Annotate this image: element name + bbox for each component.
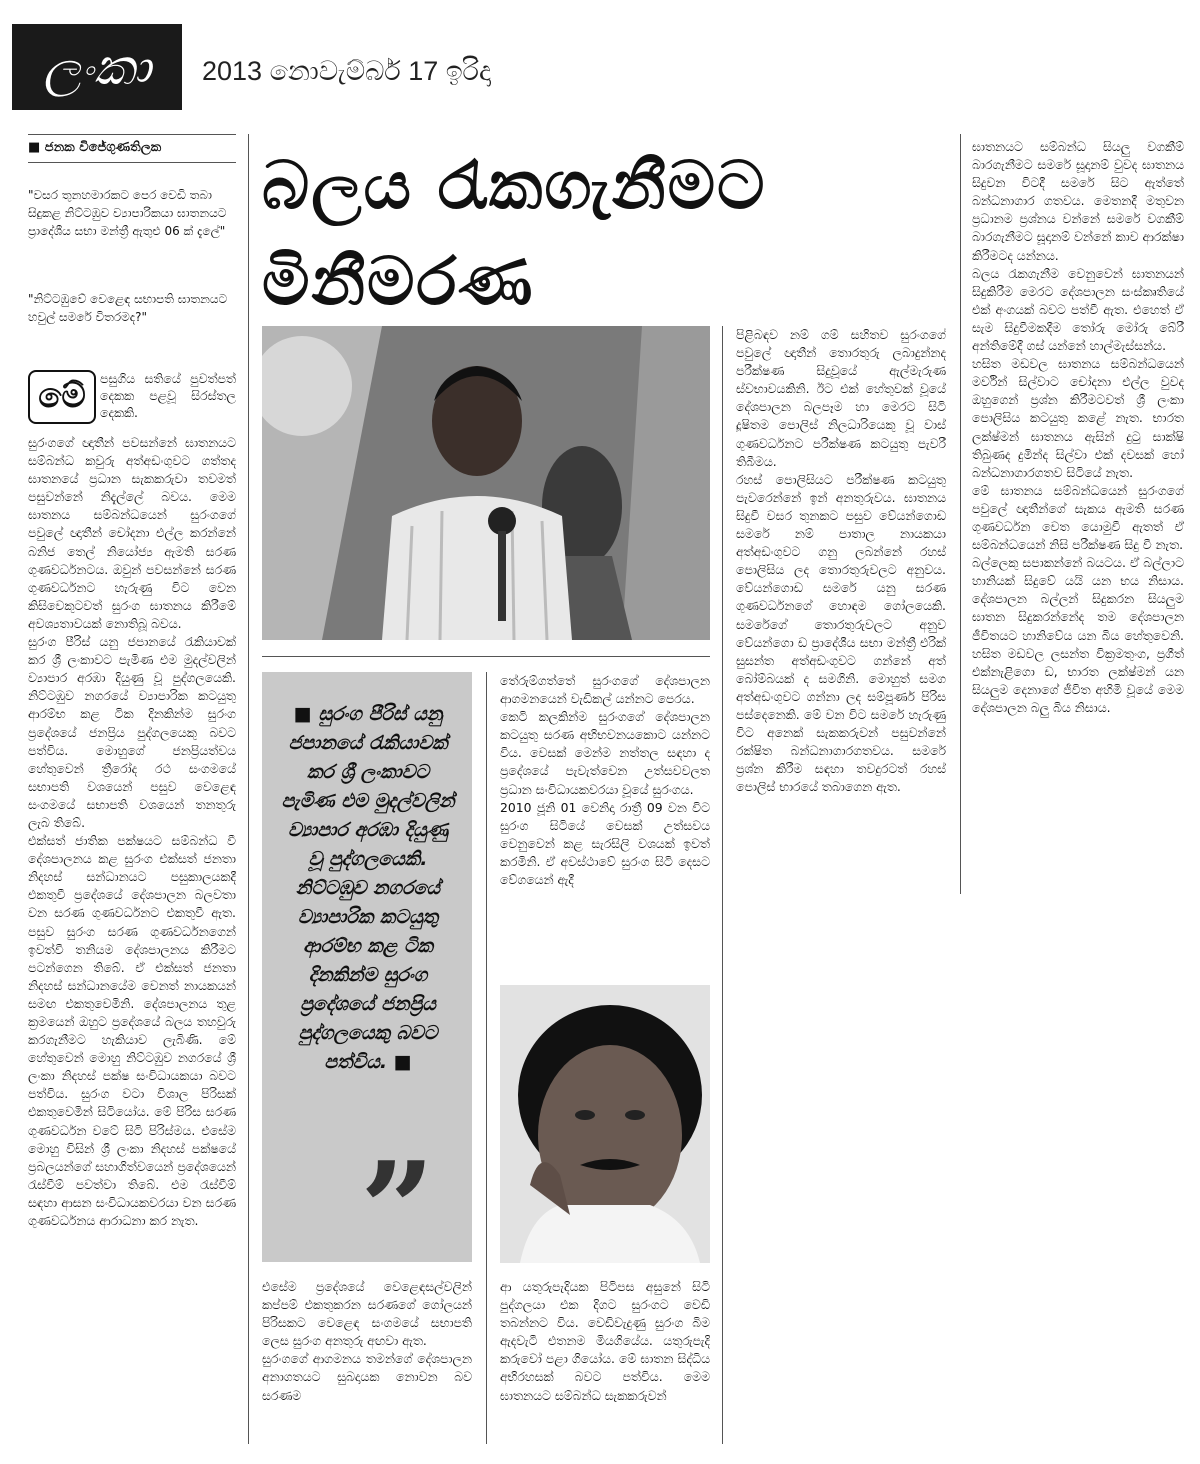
headline: බලය රැකගැනීමට මිනීමරණ <box>262 147 767 320</box>
divider <box>28 134 236 135</box>
lead-paragraph: පසුගිය සතියේ පුවත්පත් දෙකක පළවූ සිරස්තල දෙකකි. <box>100 371 236 420</box>
divider <box>28 162 236 163</box>
body-column-5: පිළිබඳව නම් ගම් සහිතව සුරංගගේ පවුලේ ඥාතීන් තොරතුරු ලබාදුන්නද පරීක්ෂණ සිදුවූයේ ඇල්මැරුණ ස්වභාවයකිනි. ඊට එක් හේතුවක් වූයේ දේශපාලන බලපෑම හා මෙරට සිටි දූෂිතම පොලිස් නිලධාරියෙකු වූ වාස් ගුණවර්ධනට පරීක්ෂණ කටයුතු පැවරී තිබීමය. රහස් පොලිසියට පරීක්ෂණ කටයුතු පැවරෙන්නේ ඉන් අනතුරුවය. ඝාතනය සිදුවී වසර තුනකට පසුව වේයන්ගොඩ සමරේ නම් පාතාල නායකයා අත්අඩංගුවට ගනු ලබන්නේ රහස් පොලිසිය ලද තොරතුරුවලට අනුවය. වේයන්ගොඩ සමරේ යනු සරණ ගුණවර්ධනගේ හොඳම ගෝලයෙකි. සමරේගේ තොරතුරුවලට අනුව වේයන්ගො ඩ ප්‍රාදේශීය සභා මන්ත්‍රී එරික් සුසන්ත අත්අඩංගුවට ගන්නේ අත් බෝම්බයක් ද සමගිනි. මොහුත් සමග අත්අඩංගුවට ගන්නා ලද සම්පූර්ණ පිරිස පස්දෙනෙකි. මේ වන විට සමරේ හැරුණු විට අනෙක් සැකකරුවන් පසුවන්නේ රක්ෂිත බන්ධනාගාරගතවය. සමරේ ප්‍රශ්න කිරීම සඳහා තවදුරටත් රහස් පොලිස් භාරයේ තබාගෙන ඇත. <box>736 327 946 795</box>
quote-headline-2: "නිට්ටඹුවේ වෙළෙඳ සභාපති ඝාතනයට හවුල් සමරේ විතරමද?" <box>28 292 228 324</box>
newspaper-logo: ලංකා <box>12 24 182 110</box>
drop-cap: මේ <box>28 370 96 424</box>
body-column-4: ආ යතුරුපැදියක පිටිපස අසුනේ සිටි පුද්ගලයා එක දිගට සුරංගට වෙඩි තබන්නට විය. වෙඩිවැදුණු සුරංග බිම ඇදවැටී එතනම මියගියේය. යතුරුපැදි කරුවෝ පළා ගියෝය. මේ ඝාතන සිද්ධිය අභිරහසක් බවට පත්විය. මෙම ඝාතනයට සම්බන්ධ සැකකරුවන් <box>500 1279 710 1403</box>
speaker-photo <box>262 326 710 640</box>
body-column-2: එසේම ප්‍රදේශයේ වෙළෙඳසල්වලින් කප්පම් එකතුකරන සරණගේ ගෝලයන් පිරිසකට වෙළෙඳ සංගමයේ සභාපති ලෙස සුරංග අනතුරු අඟවා ඇත. සුරංගගේ ආගමනය තමන්ගේ දේශපාලන අනාගතයට සුබදායක නොවන බව සරණම <box>262 1279 472 1403</box>
issue-date: 2013 නොවැම්බර් 17 ඉරිදා <box>202 56 491 86</box>
portrait-photo <box>500 985 710 1263</box>
quote-mark-icon: ” <box>360 1133 435 1286</box>
pull-quote: ■ සුරංග පීරිස් යනු ජපානයේ රැකියාවක් කර ශ්‍රී ලංකාවට පැමිණ එම මුදල්වලින් ව්‍යාපාර අරඹා දියුණු වූ පුද්ගලයෙකි. නිට්ටඹුව නගරයේ ව්‍යාපාරික කටයුතු ආරම්භ කළ ටික දිනකින්ම සුරංග ප්‍රදේශයේ ජනප්‍රිය පුද්ගලයෙකු බවට පත්විය. ■ <box>281 703 455 1073</box>
quote-headline-1: "වසර තුනහමාරකට පෙර වෙඩි තබා සිදුකළ නිට්ටඹුව ව්‍යාපාරිකයා ඝාතනයට ප්‍රාදේශීය සභා මන්ත්‍රී ඇතුළු 06 ක් දැලේ" <box>28 188 227 238</box>
portrait-photo-graphic <box>500 985 710 1263</box>
column-rule <box>486 672 487 1444</box>
column-rule <box>722 326 723 1444</box>
body-column-6: ඝාතනයට සම්බන්ධ සියලු වගකීම් බාරගැනීමට සමරේ සූදානම් වුවද ඝාතනය සිදුවන විටදී සමරේ සිට ඇත්තේ බන්ධනාගාර ගතවය. මෙතනදී මතුවන ප්‍රධානම ප්‍රශ්නය වන්නේ සමරේ වගකීම් බාරගැනීමට සූදානම් වන්නේ කාව ආරක්ෂා කිරීමටද යන්නය. බලය රැකගැනීම වෙනුවෙන් ඝාතනයන් සිදුකිරීම මෙරට දේශපාලන සංස්කෘතියේ එක් අංගයක් බවට පත්වී ඇත. එහෙත් ඒ සැම සිදුවීමකදීම තෝරු මෝරු බේරී අන්තිමේදී ගස් යන්නේ හාල්මැස්සන්ය. හසිත මඩවල ඝාතනය සම්බන්ධයෙන් මර්වින් සිල්වාට චෝදනා එල්ල වුවද ඔහුගෙන් ප්‍රශ්න කිරීමටවත් ශ්‍රී ලංකා පොලිසිය කටයුතු කළේ නැත. භාරත ලක්ෂ්මන් ඝාතනය ඇසින් දුටු සාක්ෂි තිබුණද දුමින්ද සිල්වා එක් දවසක් හෝ බන්ධනාගාරගතව සිටියේ නැත. මේ ඝාතනය සම්බන්ධයෙන් සුරංගගේ පවුලේ ඥාතීන්ගේ සැකය ඇමති සරණ ගුණවර්ධන වෙත යොමුවී ඇතත් ඒ සම්බන්ධයෙන් නිසි පරීක්ෂණ සිදු වී නැත. බල්ලෙකු සපාකන්නේ බයටය. ඒ බල්ලාට හානියක් සිදුවේ යයි යන භය නිසාය. දේශපාලන බල්ලන් සිදුකරන සියලුම ඝාතන සිදුකරන්නේද තම දේශපාලන ජීවිතයට හානිවේය යන බිය හේතුවෙනි. හසිත මඩවල ලසන්ත වික්‍රමතුංග, ප්‍රගීත් එක්නැළිගො ඩ, භාරත ලක්ෂ්මන් යන සියලුම දෙනාගේ ජීවිත අහිමි වූයේ මෙම දේශපාලන බලු බිය නිසාය. <box>972 139 1184 715</box>
divider <box>262 656 710 657</box>
byline: ■ ජනක විජේගුණතිලක <box>28 140 162 155</box>
column-rule <box>248 134 249 1444</box>
speaker-photo-graphic <box>262 326 710 640</box>
body-column-3: තේරුම්ගත්තේ සුරංගගේ දේශපාලන ආගමනයෙන් වැඩිකල් යන්නට පෙරය. කෙටි කලකින්ම සුරංගගේ දේශපාලන කටයුතු සරණ අභිභවනයකොට යන්නට විය. වෙසක් මෙන්ම නත්තල සඳහා ද ප්‍රදේශයේ පැවැත්වෙන උත්සවවලත ප්‍රධාන සංවිධායකවරයා වූයේ සුරංගය. 2010 ජූනි 01 වෙනිදා රාත්‍රී 09 වන විට සුරංග සිටියේ වෙසක් උත්සවය වෙනුවෙන් කළ සැරසිලි වශයක් ඉවත් කරමිනි. ඒ අවස්ථාවේ සුරංග සිටි දෙසට වේගයෙන් ඇදී <box>500 673 710 888</box>
body-column-1: සුරංගගේ ඥාතීන් පවසන්නේ ඝාතනයට සම්බන්ධ කවුරු අත්අඩංගුවට ගත්තද ඝාතනයේ ප්‍රධාන සැකකරුවා තවමත් පසුවන්නේ නිදැල්ලේ බවය. මෙම ඝාතනය සම්බන්ධයෙන් සුරංගගේ පවුලේ ඥාතීන් චෝදනා එල්ල කරන්නේ බනිජ තෙල් නියෝජ්‍ය ඇමති සරණ ගුණවර්ධනටය. ඔවුන් පවසන්නේ සරණ ගුණවර්ධනට හැරුණු විට වෙන කිසිවෙකුටවත් සුරංග ඝාතනය කිරීමේ අවශ්‍යතාවයක් නොතිබූ බවය. සුරංග පීරිස් යනු ජපානයේ රැකියාවක් කර ශ්‍රී ලංකාවට පැමිණ එම මුදල්වලින් ව්‍යාපාර අරඹා දියුණු වූ පුද්ගලයෙකි. නිට්ටඹුව නගරයේ ව්‍යාපාරික කටයුතු ආරම්භ කළ ටික දිනකින්ම සුරංග ප්‍රදේශයේ ජනප්‍රිය පුද්ගලයෙකු බවට පත්විය. මොහුගේ ජනප්‍රියත්වය හේතුවෙන් ත්‍රීරෝද රථ සංගමයේ සභාපති වශයෙන් පසුව වෙළෙඳ සංගමයේ සභාපති වශයෙන් තනතුරු ලැබ තිබේ. එක්සත් ජාතික පක්ෂයට සම්බන්ධ වී දේශපාලනය කළ සුරංග එක්සත් ජනතා නිදහස් සන්ධානයට පසුකාලයකදී එකතුවී ප්‍රදේශයේ දේශපාලන බලවතා වන සරණ ගුණවර්ධනට එකතුවී ඇත. පසුව සුරංග සරණ ගුණවර්ධනගෙන් ඉවත්වී තනියම දේශපාලනය කිරීමට පටන්ගෙන තිබේ. ඒ එක්සත් ජනතා නිදහස් සන්ධානයේම වෙනත් නායකයන් සමඟ එකතුවෙමිනි. දේශපාලනය තුළ ක්‍රමයෙන් ඔහුට ප්‍රදේශයේ බලය තහවුරු කරගැනීමට හැකියාව ලැබිණි. මේ හේතුවෙන් මොහු නිට්ටඹුව නගරයේ ශ්‍රී ලංකා නිදහස් පක්ෂ සංවිධායකයා බවට පත්විය. සුරංග වටා විශාල පිරිසක් එකතුවෙමින් සිටියෝය. මේ පිරිස සරණ ගුණවර්ධන වටේ සිටි පිරිස්මය. එසේම මොහු විසින් ශ්‍රී ලංකා නිදහස් පක්ෂයේ ප්‍රබලයන්ගේ සහාගිත්වයෙන් ප්‍රදේශයෙන් රැස්වීම් පවත්වා තිබේ. එම රැස්වීම් සඳහා ආසන සංවිධායකවරයා වන සරණ ගුණවර්ධනය ආරාධනා කර නැත. <box>28 435 236 1229</box>
